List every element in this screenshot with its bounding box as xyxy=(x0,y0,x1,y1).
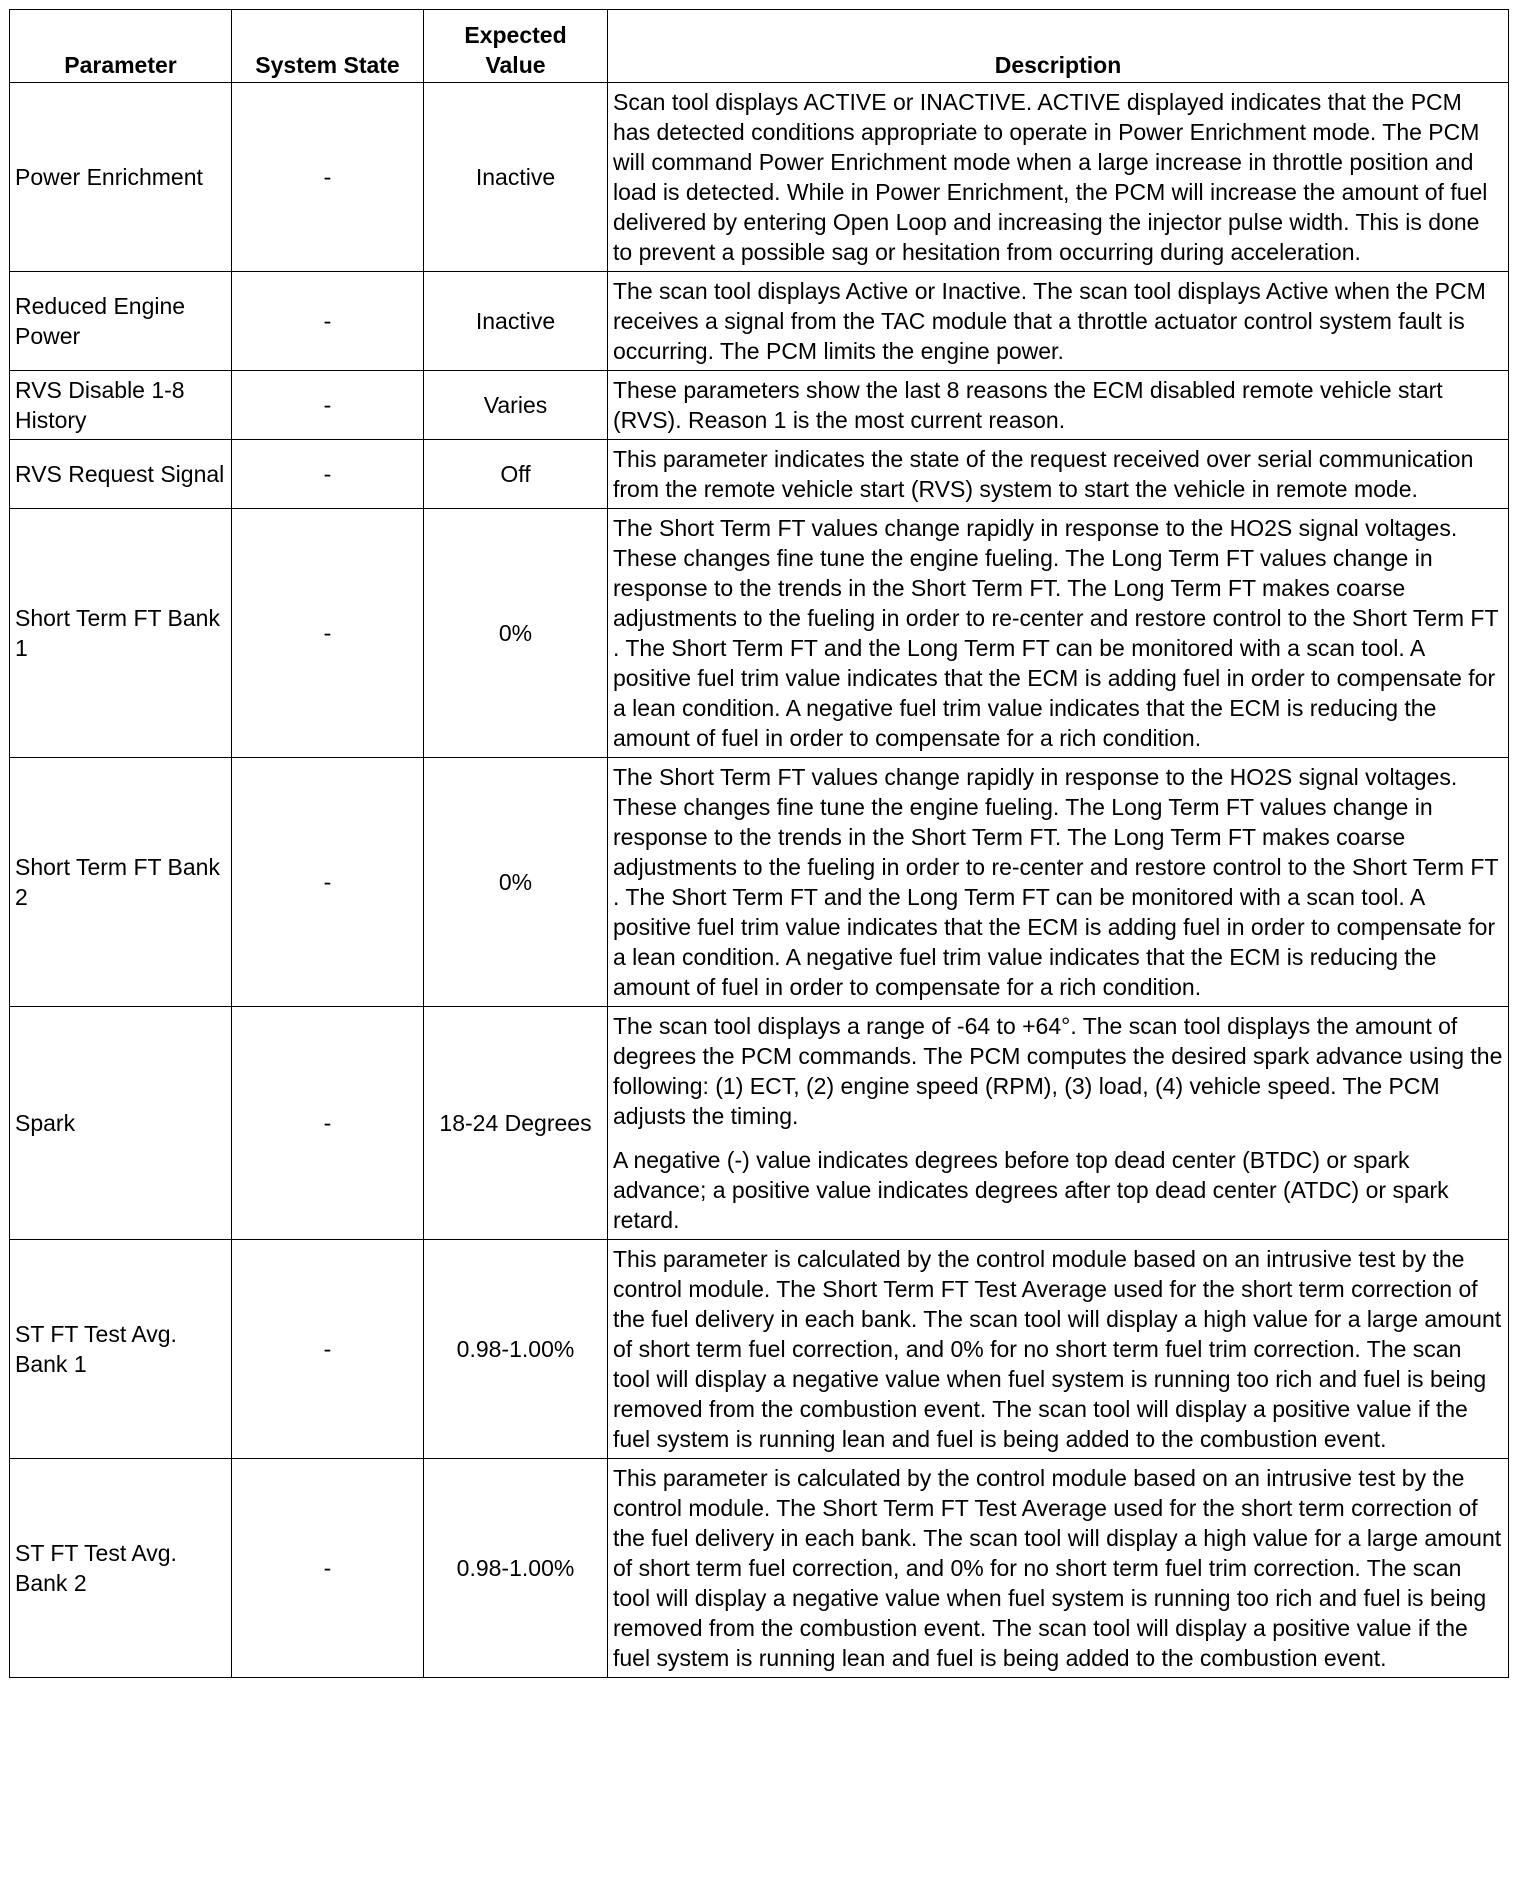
description-paragraph: This parameter is calculated by the control module based on an intrusive test by the control module. The Short Term FT Test Average used for the short term correction of the fuel delivery in each bank. The scan tool will display a high value for a large amount of short term fuel correction, and 0% for no short term fuel trim correction. The scan tool will display a negative value when fuel system is running too rich and fuel is being removed from the combustion event. The scan tool will display a positive value if the fuel system is running lean and fuel is being added to the combustion event. xyxy=(613,1246,1502,1452)
header-parameter: Parameter xyxy=(10,10,232,83)
description-paragraph: These parameters show the last 8 reasons the ECM disabled remote vehicle start (RVS). Reason 1 is the most current reason. xyxy=(613,377,1443,433)
expected-value-cell: Off xyxy=(424,440,608,509)
description-cell xyxy=(608,509,1509,758)
system-state-cell: - xyxy=(232,1459,424,1678)
system-state-cell: - xyxy=(232,758,424,1007)
description-paragraph: A negative (-) value indicates degrees before top dead center (BTDC) or spark advance; a positive value indicates degrees after top dead center (ATDC) or spark retard. xyxy=(613,1147,1449,1233)
description-cell xyxy=(608,272,1509,371)
table-row xyxy=(10,1459,1509,1678)
description-paragraph: The scan tool displays Active or Inactive. The scan tool displays Active when the PCM receives a signal from the TAC module that a throttle actuator control system fault is occurring. The PCM limits the engine power. xyxy=(613,278,1486,364)
table-row xyxy=(10,83,1509,272)
description-cell xyxy=(608,1459,1509,1678)
parameter-cell: RVS Disable 1-8 History xyxy=(10,371,232,440)
expected-value-cell: 0% xyxy=(424,509,608,758)
description-paragraph: This parameter indicates the state of the request received over serial communication from the remote vehicle start (RVS) system to start the vehicle in remote mode. xyxy=(613,446,1474,502)
system-state-cell: - xyxy=(232,83,424,272)
parameter-cell: Power Enrichment xyxy=(10,83,232,272)
parameter-cell: ST FT Test Avg. Bank 1 xyxy=(10,1240,232,1459)
table-row xyxy=(10,272,1509,371)
table-body xyxy=(10,83,1509,1678)
system-state-cell: - xyxy=(232,371,424,440)
description-paragraph: This parameter is calculated by the control module based on an intrusive test by the control module. The Short Term FT Test Average used for the short term correction of the fuel delivery in each bank. The scan tool will display a high value for a large amount of short term fuel correction, and 0% for no short term fuel trim correction. The scan tool will display a negative value when fuel system is running too rich and fuel is being removed from the combustion event. The scan tool will display a positive value if the fuel system is running lean and fuel is being added to the combustion event. xyxy=(613,1465,1502,1671)
system-state-cell: - xyxy=(232,1007,424,1240)
system-state-cell: - xyxy=(232,1240,424,1459)
parameter-cell: Spark xyxy=(10,1007,232,1240)
parameter-cell: Reduced Engine Power xyxy=(10,272,232,371)
system-state-cell: - xyxy=(232,509,424,758)
table-header-row xyxy=(10,10,1509,83)
description-cell xyxy=(608,371,1509,440)
table-row xyxy=(10,440,1509,509)
description-cell xyxy=(608,1240,1509,1459)
parameter-cell: ST FT Test Avg. Bank 2 xyxy=(10,1459,232,1678)
table-row xyxy=(10,509,1509,758)
parameter-table xyxy=(9,9,1509,1678)
expected-value-cell: 0.98-1.00% xyxy=(424,1240,608,1459)
description-paragraph: The Short Term FT values change rapidly in response to the HO2S signal voltages. These changes fine tune the engine fueling. The Long Term FT values change in response to the trends in the Short Term FT. The Long Term FT makes coarse adjustments to the fueling in order to re-center and restore control to the Short Term FT . The Short Term FT and the Long Term FT can be monitored with a scan tool. A positive fuel trim value indicates that the ECM is adding fuel in order to compensate for a lean condition. A negative fuel trim value indicates that the ECM is reducing the amount of fuel in order to compensate for a rich condition. xyxy=(613,764,1499,1000)
parameter-cell: Short Term FT Bank 1 xyxy=(10,509,232,758)
description-cell xyxy=(608,1007,1509,1240)
description-cell xyxy=(608,83,1509,272)
expected-value-cell: Inactive xyxy=(424,272,608,371)
table-row xyxy=(10,1007,1509,1240)
expected-value-cell: Inactive xyxy=(424,83,608,272)
expected-value-cell: 0.98-1.00% xyxy=(424,1459,608,1678)
description-paragraph: Scan tool displays ACTIVE or INACTIVE. ACTIVE displayed indicates that the PCM has detected conditions appropriate to operate in Power Enrichment mode. The PCM will command Power Enrichment mode when a large increase in throttle position and load is detected. While in Power Enrichment, the PCM will increase the amount of fuel delivered by entering Open Loop and increasing the injector pulse width. This is done to prevent a possible sag or hesitation from occurring during acceleration. xyxy=(613,89,1488,265)
table-row xyxy=(10,371,1509,440)
expected-value-cell: Varies xyxy=(424,371,608,440)
system-state-cell: - xyxy=(232,272,424,371)
parameter-cell: Short Term FT Bank 2 xyxy=(10,758,232,1007)
header-expected-value: Expected Value xyxy=(424,10,608,83)
table-row xyxy=(10,758,1509,1007)
description-cell xyxy=(608,758,1509,1007)
header-system-state: System State xyxy=(232,10,424,83)
description-paragraph: The scan tool displays a range of -64 to +64°. The scan tool displays the amount of degrees the PCM commands. The PCM computes the desired spark advance using the following: (1) ECT, (2) engine speed (RPM), (3) load, (4) vehicle speed. The PCM adjusts the timing. xyxy=(613,1013,1503,1129)
description-cell xyxy=(608,440,1509,509)
table-row xyxy=(10,1240,1509,1459)
description-paragraph: The Short Term FT values change rapidly in response to the HO2S signal voltages. These changes fine tune the engine fueling. The Long Term FT values change in response to the trends in the Short Term FT. The Long Term FT makes coarse adjustments to the fueling in order to re-center and restore control to the Short Term FT . The Short Term FT and the Long Term FT can be monitored with a scan tool. A positive fuel trim value indicates that the ECM is adding fuel in order to compensate for a lean condition. A negative fuel trim value indicates that the ECM is reducing the amount of fuel in order to compensate for a rich condition. xyxy=(613,515,1499,751)
system-state-cell: - xyxy=(232,440,424,509)
parameter-cell: RVS Request Signal xyxy=(10,440,232,509)
header-description: Description xyxy=(608,10,1509,83)
expected-value-cell: 18-24 Degrees xyxy=(424,1007,608,1240)
expected-value-cell: 0% xyxy=(424,758,608,1007)
